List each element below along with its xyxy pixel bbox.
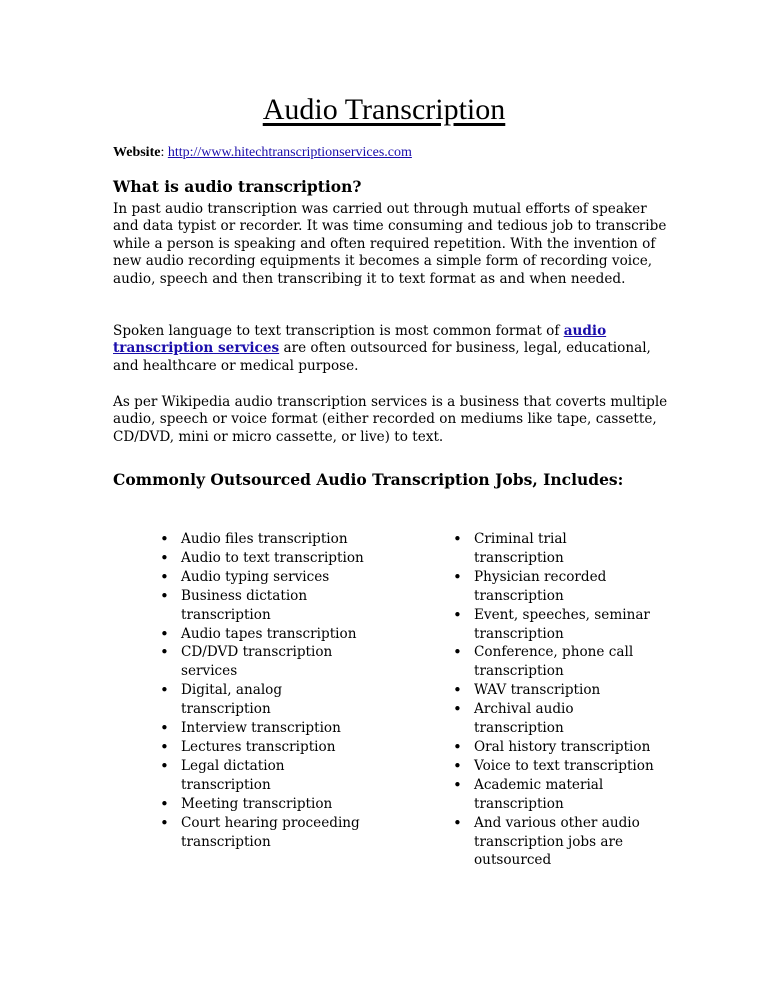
list-item: • Interview transcription — [156, 719, 371, 738]
list-item: • Audio tapes transcription — [156, 625, 371, 644]
paragraph-text-after: are often outsourced for business, legal, educational, and healthcare or medical purpose. — [113, 340, 651, 374]
paragraph-wikipedia: As per Wikipedia audio transcription services is a business that coverts multiple audio, speech or voice format (either recorded on mediums like tape, cassette, CD/DVD, mini or micro cassette, or live) to text. — [113, 394, 668, 445]
list-item: • Audio typing services — [156, 568, 371, 587]
page-title: Audio Transcription — [262, 93, 506, 126]
list-item: • WAV transcription — [449, 681, 659, 700]
list-item: • Criminal trial transcription — [449, 530, 659, 568]
list-item: • Audio files transcription — [156, 530, 371, 549]
section-heading-what-is: What is audio transcription? — [113, 177, 362, 196]
list-item: • Digital, analog transcription — [156, 681, 371, 719]
list-item: • Court hearing proceeding transcription — [156, 814, 371, 852]
list-item: • Voice to text transcription — [449, 757, 659, 776]
paragraph-spoken-language — [113, 323, 673, 375]
list-item: • Conference, phone call transcription — [449, 643, 659, 681]
list-item: • Audio to text transcription — [156, 549, 371, 568]
paragraph-text-before: Spoken language to text transcription is most common format of — [113, 323, 564, 339]
list-item: • Legal dictation transcription — [156, 757, 371, 795]
website-line: Website: http://www.hitechtranscriptionservices.com — [113, 145, 412, 160]
paragraph-history: In past audio transcription was carried out through mutual efforts of speaker and data typist or recorder. It was time consuming and tedious job to transcribe while a person is speaking and often required repetition. With the invention of new audio recording equipments it becomes a simple form of recording voice, audio, speech and then transcribing it to text format as and when needed. — [113, 201, 667, 287]
list-item: • Business dictation transcription — [156, 587, 371, 625]
list-item: • Academic material transcription — [449, 776, 659, 814]
list-item: • Lectures transcription — [156, 738, 371, 757]
section-heading-jobs: Commonly Outsourced Audio Transcription Jobs, Includes: — [113, 470, 624, 489]
list-item: • Meeting transcription — [156, 795, 371, 814]
list-item: • Physician recorded transcription — [449, 568, 659, 606]
list-item: • Oral history transcription — [449, 738, 659, 757]
list-item: • CD/DVD transcription services — [156, 643, 371, 681]
jobs-list-right — [449, 530, 659, 870]
website-link[interactable]: http://www.hitechtranscriptionservices.com — [167, 145, 412, 160]
jobs-list-left — [156, 530, 371, 851]
list-item: • Event, speeches, seminar transcription — [449, 606, 659, 644]
website-label: Website — [113, 145, 161, 160]
audio-transcription-services-link[interactable]: audio transcription services — [113, 323, 607, 357]
list-item: • Archival audio transcription — [449, 700, 659, 738]
list-item: • And various other audio transcription jobs are outsourced — [449, 814, 659, 871]
